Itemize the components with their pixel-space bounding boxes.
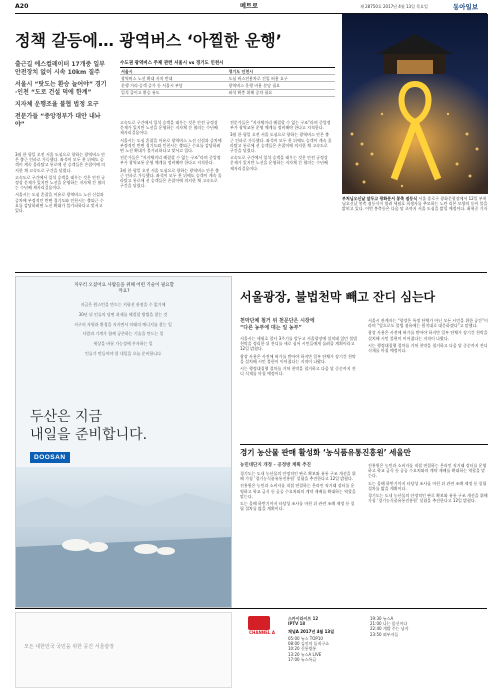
body-paragraph: 고속도로 구간에서 입석 승객을 태우는 것은 안전 규정상 문제가 있지만 노선을 운영하는 지자체 간 협의는 수년째 제자리걸음이다. bbox=[120, 120, 218, 136]
body-paragraph: 고속도로 구간에서 입석 승객을 태우는 것은 안전 규정상 문제가 있지만 노선을 운영하는 지자체 간 협의는 수년째 제자리걸음이다. bbox=[15, 174, 106, 191]
edition-info: 제 28750호 2017년 4월 13일 목요일 bbox=[360, 4, 428, 9]
schedule-time: 17:00 bbox=[288, 656, 300, 662]
night-lantern-image bbox=[342, 14, 488, 194]
body-paragraph: 서울시 관계자는 “광장은 특정 단체가 아닌 모든 시민을 위한 공간”이라며 “앞으로도 불법 점유에는 원칙대로 대응하겠다”고 말했다. bbox=[368, 318, 488, 329]
channel-logo-label: CHANNEL A bbox=[249, 630, 275, 635]
table-cell: 운행 거리·승객 증가 등 서울시 부담 bbox=[120, 82, 228, 89]
table-cell: 입석 줄이고 환승 유도 bbox=[120, 89, 228, 96]
body-paragraph: 경기도는 도내 농산물의 안정적인 판로 확보와 유통 구조 개선을 위해 가칭 ‘경기농식품유통진흥원’ 설립을 추진한다고 12일 밝혔다. bbox=[240, 471, 356, 482]
channel-numbers bbox=[288, 616, 363, 626]
schedule-time: 19:30 bbox=[370, 616, 382, 621]
channel-a-logo bbox=[242, 616, 282, 636]
body-paragraph: 도는 올해 하반기까지 타당성 조사를 마친 뒤 관련 조례 제정 등 설립 절차를 밟을 계획이다. bbox=[240, 501, 355, 512]
body-paragraph: 전문가들은 “지자체끼리 해결할 수 없는 구조”라며 중앙정부가 광역교통 운영 체계를 정비해야 한다고 지적한다. bbox=[120, 155, 221, 166]
body-paragraph: 경기도는 도내 농산물의 안정적인 판로 확보와 유통 구조 개선을 위해 가칭 ‘경기농식품유통진흥원’ 설립을 추진한다고 12일 밝혔다. bbox=[368, 493, 488, 504]
main-body-col2 bbox=[120, 120, 222, 270]
paper-logo: 동아일보 bbox=[453, 3, 479, 11]
ad-tagline-2: 내일을 준비합니다. bbox=[30, 427, 148, 443]
story2-subline: “다른 농부에 대는 일 농부” bbox=[240, 324, 302, 331]
schedule-program: 뉴스특급 bbox=[300, 656, 317, 662]
schedule-program: 뉴스 TOP10 bbox=[300, 636, 323, 641]
page-number: A20 bbox=[15, 3, 29, 10]
table-cell: 서울시 bbox=[120, 68, 228, 75]
body-paragraph: 광장 사용은 사전에 허가를 받아야 하지만 일부 단체가 장기간 천막을 설치해 시민 불편이 이어졌다는 지적이 나왔다. bbox=[368, 330, 488, 341]
schedule-program: 외부자들 bbox=[382, 631, 399, 637]
body-paragraph: 시는 행정대집행 절차를 거쳐 천막을 철거하고 다음 달 중순까지 잔디 식재를 마칠 예정이다. bbox=[240, 366, 356, 377]
schedule-program: 개밥 주는 남자 bbox=[382, 626, 409, 632]
story2-col2 bbox=[368, 318, 488, 440]
deck-line: 서울시 “탓도는 환승 늘어야” 경기·인천 “도로 건설 덕에 한계” bbox=[15, 81, 107, 96]
deck-line: 출근길 에스컬레이터 17개중 일부 안전장치 없이 시속 10km 질주 bbox=[15, 61, 105, 76]
main-deck bbox=[15, 61, 107, 129]
main-body-col1 bbox=[15, 152, 107, 272]
body-paragraph: 광장 사용은 사전에 허가를 받아야 하지만 일부 단체가 장기간 천막을 설치해 시민 불편이 이어졌다는 지적이 나왔다. bbox=[240, 353, 356, 364]
schedule-list-right bbox=[370, 616, 486, 637]
table-cell: 광역버스 노선 확대 자치 반대 bbox=[120, 75, 228, 82]
doosan-logo: DOOSAN bbox=[30, 452, 70, 463]
table-caption: 수도권 광역버스 주제 관련 서울시 vs 경기도 인천시 bbox=[120, 61, 335, 68]
body-paragraph: 시는 행정대집행 절차를 거쳐 천막을 철거하고 다음 달 중순까지 잔디 식재를 마칠 예정이다. bbox=[368, 342, 488, 354]
ad-list-item: 지금은 원스턴을 만드는 지평선 관점을 수 없기에 bbox=[80, 302, 166, 307]
section-name: 메트로 bbox=[240, 3, 258, 10]
schedule-program: 나는 몸신이다 bbox=[382, 621, 408, 627]
doosan-ad[interactable] bbox=[15, 276, 232, 608]
deck-line: 전문가들 “중앙정부가 대안 내놔야” bbox=[15, 113, 101, 128]
deck-line: 지자체 운행조율 불협 법정 요구 bbox=[15, 101, 99, 108]
schedule-program: 뉴스A LIVE bbox=[300, 651, 322, 657]
ad-question: 지우러 오셨어요 사람들을 위해 어떤 기술이 필요할까요? bbox=[74, 283, 174, 294]
body-paragraph: 고속도로 구간에서 입석 승객을 태우는 것은 안전 규정상 문제가 있지만 노선을 운영하는 지자체 간 협의는 수년째 제자리걸음이다. bbox=[230, 155, 328, 171]
schedule-time: 08:00 bbox=[288, 641, 300, 647]
story2-sub bbox=[240, 318, 355, 331]
body-paragraph: 3월 한 평일 오전 서울 도심으로 향하는 광역버스 안은 출근 인파로 가득했다. 좌석이 모두 찬 뒤에도 승객이 계속 올라탔고 통로에 선 승객들은 손잡이에 의지한 채 고속도로 구간을 달렸다. bbox=[230, 132, 332, 154]
ad-list bbox=[28, 302, 218, 361]
schedule-program: 뉴스A bbox=[382, 616, 394, 621]
table-cell: 광역버스 운행 비용 분담 필요 bbox=[228, 82, 336, 89]
photo-caption-title: 부처님오신날 앞두고 광화문서 봉축 점등식 bbox=[342, 196, 418, 201]
comparison-table bbox=[120, 61, 335, 97]
ad-list-item: 세상을 바꿀 가능성에 투자하는 일 bbox=[93, 341, 153, 347]
story2-subline: 천막단체 철거 뒤 천문단은 시장에 bbox=[240, 318, 315, 324]
table-cell: 도심 버스전용차로 진입 허용 요구 bbox=[228, 75, 336, 82]
schedule-time: 22:40 bbox=[370, 626, 382, 632]
footer-ad-text: 모든 대한민국 국민을 위한 공간 서울광장 bbox=[24, 644, 115, 650]
photo-caption bbox=[342, 196, 488, 212]
story3-sub: 농민대단지 개정 – 공정방 계획 추진 bbox=[240, 463, 311, 468]
schedule-title: 채널A 2017년 4월 13일 bbox=[288, 629, 335, 634]
schedule-program: 신통방통 bbox=[300, 646, 317, 652]
ad-list-item: 지구의 자원과 환경을 지키면서 미래의 에너지를 찾는 일 bbox=[74, 321, 172, 327]
schedule-time: 21:00 bbox=[370, 621, 382, 627]
body-paragraph: 서울시는 세월호 참사 3주기를 앞두고 서울광장에 설치돼 있던 불법 천막을 정리한 뒤 잔디를 새로 심어 시민들에게 돌려줄 계획이라고 12일 밝혔다. bbox=[240, 336, 358, 352]
table-row bbox=[120, 82, 335, 89]
body-paragraph: 도는 올해 하반기까지 타당성 조사를 마친 뒤 관련 조례 제정 등 설립 절차를 밟을 계획이다. bbox=[368, 480, 487, 491]
table-cell: 좌석 확충 위해 증차 필요 bbox=[228, 89, 336, 96]
table-row bbox=[120, 68, 335, 75]
ad-list-item: 30년 뒤 인류의 당면 과제를 해결할 방법을 찾는 것 bbox=[78, 311, 168, 317]
table-row bbox=[120, 89, 335, 96]
body-paragraph: 진흥원은 농민과 소비자를 직접 연결하는 온라인 직거래 장터를 운영하고 학교 급식 등 공공 수요처와의 계약 재배를 확대하는 역할을 맡는다. bbox=[240, 483, 356, 499]
body-paragraph: 진흥원은 농민과 소비자를 직접 연결하는 온라인 직거래 장터를 운영하고 학교 급식 등 공공 수요처와의 계약 재배를 확대하는 역할을 맡는다. bbox=[368, 463, 487, 479]
channel-number: IPTV 18 bbox=[288, 621, 306, 627]
story3-headline: 경기 농산물 판매 활성화 ‘농식품유통진흥원’ 세울만 bbox=[240, 448, 411, 457]
schedule-time: 23:50 bbox=[370, 631, 382, 637]
schedule-program: 김진의 돌직구쇼 bbox=[300, 641, 330, 647]
schedule-time: 13:20 bbox=[288, 651, 300, 657]
main-headline: 정책 갈등에… 광역버스 ‘아찔한 운행’ bbox=[15, 31, 282, 50]
lantern-photo bbox=[342, 14, 488, 194]
schedule-list bbox=[288, 636, 363, 662]
footer-ad[interactable] bbox=[15, 612, 232, 688]
ad-list-item: 사람과 기계가 함께 공존하는 기술을 만드는 일 bbox=[82, 331, 164, 337]
story2-headline: 서울광장, 불법천막 빼고 잔디 심는다 bbox=[240, 290, 436, 304]
body-paragraph: 서울시는 도심 혼잡을 이유로 광역버스 노선 신설과 증차에 부정적인 반면 경기도와 인천시는 출퇴근 수요를 감당하려면 노선 확대가 불가피하다고 맞서고 있다. bbox=[15, 192, 104, 214]
photo-caption-detail: 서울 종로구 광화문광장에서 12일 부처님오신날 봉축 점등식이 열려 세월호 희생자를 추모하는 노란 리본 모양의 등이 불을 밝히고 있다. 이번 봉축등은 다음 달 초까지 서울 도심을 밝힐 예정이다. 최혁중 기자 bbox=[342, 196, 488, 212]
schedule-row bbox=[288, 657, 363, 662]
ad-list-item: 인류가 만들어야 할 내일을 오늘 준비합니다 bbox=[85, 350, 161, 356]
main-body-col3 bbox=[230, 120, 332, 270]
body-paragraph: 3월 한 평일 오전 서울 도심으로 향하는 광역버스 안은 출근 인파로 가득했다. 좌석이 모두 찬 뒤에도 승객이 계속 올라탔고 통로에 선 승객들은 손잡이에 의지한 채 고속도로 구간을 달렸다. bbox=[15, 152, 106, 173]
channel-logo-mark bbox=[248, 616, 270, 630]
story2-col1 bbox=[240, 336, 358, 440]
body-paragraph: 전문가들은 “지자체끼리 해결할 수 없는 구조”라며 중앙정부가 광역교통 운영 체계를 정비해야 한다고 지적한다. bbox=[230, 120, 331, 131]
ad-tagline-1: 두산은 지금 bbox=[30, 409, 103, 425]
tv-box bbox=[240, 612, 488, 687]
arctic-landscape-image bbox=[16, 467, 231, 607]
table bbox=[120, 68, 335, 97]
body-paragraph: 서울시는 도심 혼잡을 이유로 광역버스 노선 신설과 증차에 부정적인 반면 경기도와 인천시는 출퇴근 수요를 감당하려면 노선 확대가 불가피하다고 맞서고 있다. bbox=[120, 137, 222, 154]
table-row bbox=[120, 75, 335, 82]
schedule-row bbox=[370, 632, 486, 637]
table-cell: 경기도 인천시 bbox=[228, 68, 336, 75]
body-paragraph: 3월 한 평일 오전 서울 도심으로 향하는 광역버스 안은 출근 인파로 가득했다. 좌석이 모두 찬 뒤에도 승객이 계속 올라탔고 통로에 선 승객들은 손잡이에 의지한 채 고속도로 구간을 달렸다. bbox=[120, 167, 222, 189]
story3-col2 bbox=[368, 463, 488, 606]
schedule-time: 10:20 bbox=[288, 646, 300, 652]
schedule-time: 05:00 bbox=[288, 636, 300, 641]
channel-number: 스카이라이프 12 bbox=[288, 616, 319, 621]
story3-col1 bbox=[240, 471, 358, 606]
